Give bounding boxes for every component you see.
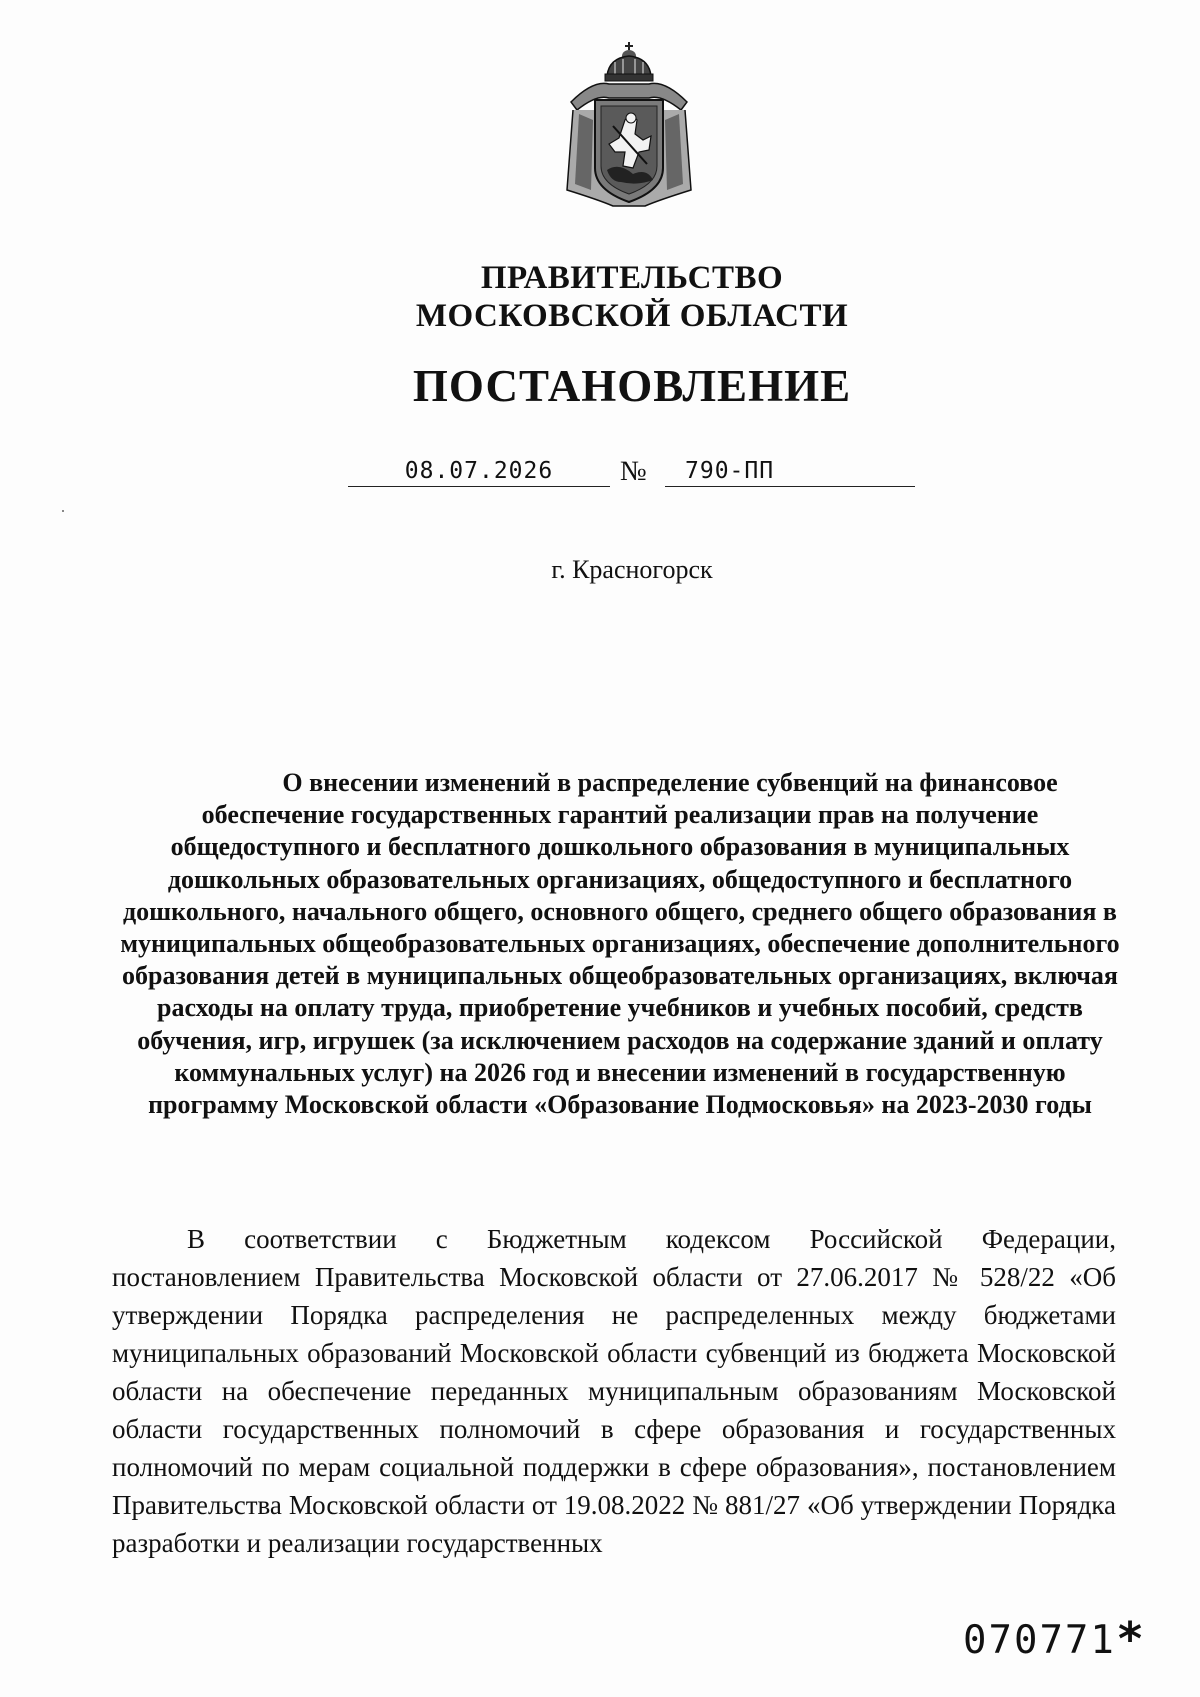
document-number: 790-ПП bbox=[665, 458, 915, 487]
number-sign: № bbox=[620, 456, 647, 487]
place-of-issue: г. Красногорск bbox=[551, 555, 713, 584]
document-date: 08.07.2026 bbox=[348, 458, 610, 487]
document-title: О внесении изменений в распределение субвенций на финансовое обеспечение государственных гарантий реализации прав на получение общедоступного и бесплатного дошкольного образования в муниципальных дошкольных образовательных организациях, общедоступного и бесплатного дошкольного, начального общего, основного общего, среднего общего образования в муниципальных общеобразовательных организациях, обеспечение дополнительного образования детей в муниципальных общеобразовательных организациях, включая расходы на оплату труда, приобретение учебников и учебных пособий, средств обучения, игр, игрушек (за исключением расходов на содержание зданий и оплату коммунальных услуг) на 2026 год и внесении изменений в государственную программу Московской области «Образование Подмосковья» на 2023-2030 годы bbox=[120, 768, 1120, 1120]
registration-line bbox=[0, 458, 1200, 498]
serial-star-mark: * bbox=[1118, 1612, 1143, 1666]
organization-name-line2: МОСКОВСКОЙ ОБЛАСТИ bbox=[415, 298, 849, 334]
document-type-heading: ПОСТАНОВЛЕНИЕ bbox=[412, 361, 852, 411]
body-paragraph: В соответствии с Бюджетным кодексом Российской Федерации, постановлением Правительства Московской области от 27.06.2017 № 528/22 «Об утверждении Порядка распределения не распределенных между бюджетами муниципальных образований Московской области субвенций из бюджета Московской области на обеспечение переданных муниципальным образованиям Московской области государственных полномочий в сфере образования и государственных полномочий по мерам социальной поддержки в сфере образования», постановлением Правительства Московской области от 19.08.2022 № 881/27 «Об утверждении Порядка разработки и реализации государственных bbox=[112, 1224, 1116, 1558]
form-serial-number: 070771 bbox=[963, 1618, 1116, 1663]
moscow-oblast-coat-of-arms-icon bbox=[563, 40, 695, 210]
scan-speck bbox=[62, 510, 64, 512]
organization-name-line1: ПРАВИТЕЛЬСТВО bbox=[480, 260, 784, 296]
